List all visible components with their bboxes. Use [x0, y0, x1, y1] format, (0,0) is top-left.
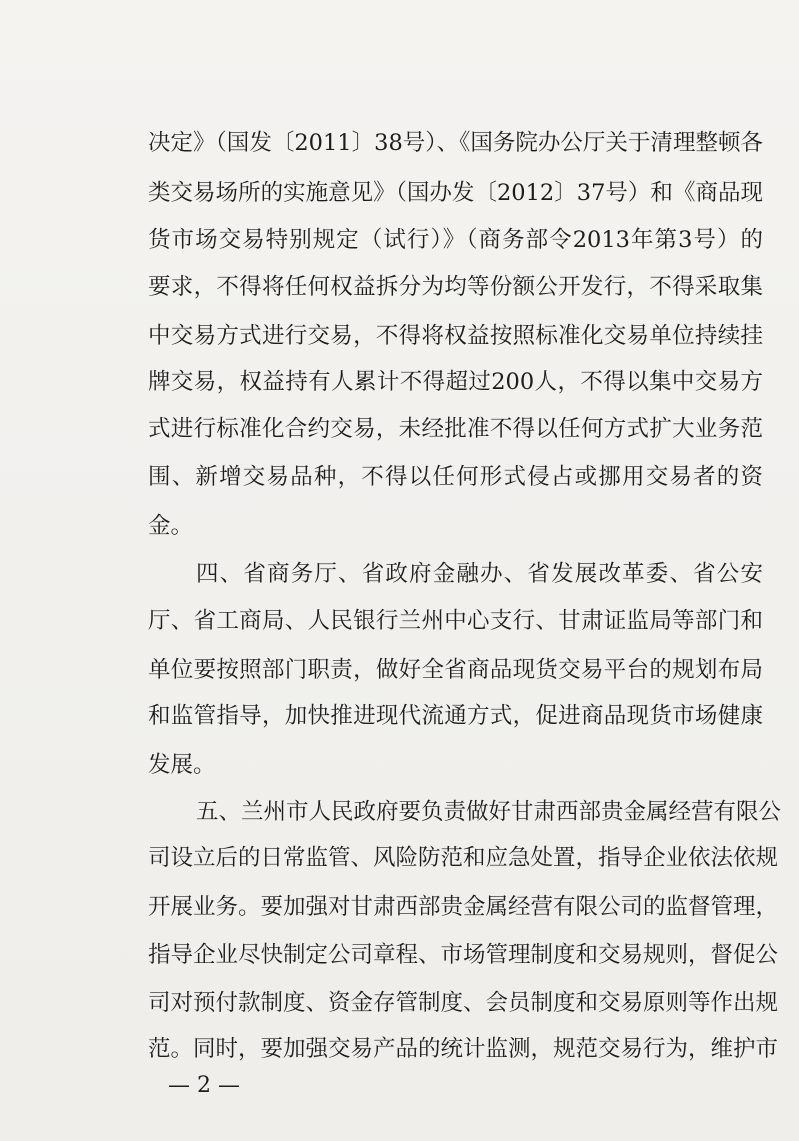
text-line: 发展。 [148, 752, 216, 778]
text-line: 四、省商务厅、省政府金融办、省发展改革委、省公安 [196, 561, 763, 587]
text-line: 开展业务。要加强对甘肃西部贵金属经营有限公司的监督管理， [148, 894, 779, 920]
text-line: 围、新增交易品种，不得以任何形式侵占或挪用交易者的资 [148, 464, 763, 490]
text-line: 司对预付款制度、资金存管制度、会员制度和交易原则等作出规 [148, 990, 779, 1016]
text-line: 类交易场所的实施意见》（国办发〔2012〕37号）和《商品现 [148, 180, 763, 206]
text-line: 五、兰州市人民政府要负责做好甘肃西部贵金属经营有限公 [196, 799, 782, 825]
text-line: 决定》（国发〔2011〕38号）、《国务院办公厅关于清理整顿各 [148, 130, 763, 156]
text-line: 范。同时，要加强交易产品的统计监测，规范交易行为，维护市 [148, 1036, 779, 1062]
page-number: — 2 — [168, 1073, 240, 1098]
text-line: 和监管指导，加快推进现代流通方式，促进商品现货市场健康 [148, 703, 763, 729]
text-line: 式进行标准化合约交易，未经批准不得以任何方式扩大业务范 [148, 416, 763, 442]
text-line: 单位要按照部门职责，做好全省商品现货交易平台的规划布局 [148, 657, 763, 683]
text-line: 指导企业尽快制定公司章程、市场管理制度和交易规则，督促公 [148, 942, 779, 968]
text-line: 中交易方式进行交易，不得将权益按照标准化交易单位持续挂 [148, 323, 763, 349]
text-line: 司设立后的日常监管、风险防范和应急处置，指导企业依法依规 [148, 845, 779, 871]
text-line: 牌交易，权益持有人累计不得超过200人，不得以集中交易方 [148, 369, 763, 395]
text-line: 货市场交易特别规定（试行）》（商务部令2013年第3号）的 [148, 227, 763, 253]
text-line: 要求，不得将任何权益拆分为均等份额公开发行，不得采取集 [148, 274, 763, 300]
text-line: 金。 [148, 513, 194, 539]
text-line: 厅、省工商局、人民银行兰州中心支行、甘肃证监局等部门和 [148, 608, 763, 634]
